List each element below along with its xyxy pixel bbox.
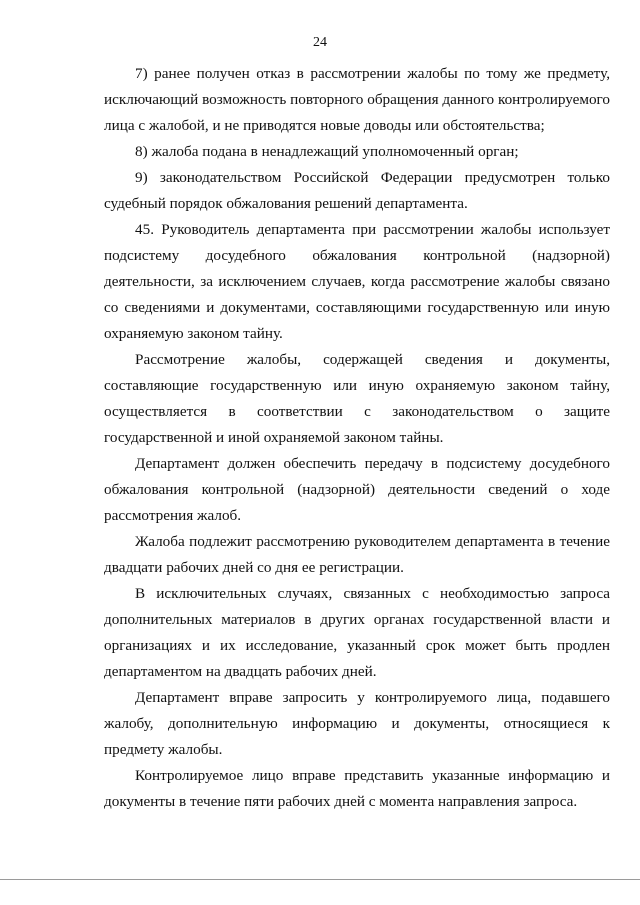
paragraph-subsystem-transfer: Департамент должен обеспечить передачу в подсистему досудебного обжалования контрольной (надзорной) деятельности сведений о ходе рассмотрения жалоб. <box>104 455 610 524</box>
paragraph-secret-review: Рассмотрение жалобы, содержащей сведения и документы, составляющие государственную или иную охраняемую законом тайну, осуществляется в соответствии с законодательством о защите государственной и иной охраняемой законом тайны. <box>104 351 610 446</box>
paragraph-provide-info: Контролируемое лицо вправе представить указанные информацию и документы в течение пяти рабочих дней с момента направления запроса. <box>104 767 610 810</box>
paragraph-request-info: Департамент вправе запросить у контролируемого лица, подавшего жалобу, дополнительную информацию и документы, относящиеся к предмету жалобы. <box>104 689 610 758</box>
paragraph-item-9: 9) законодательством Российской Федерации предусмотрен только судебный порядок обжалования решений департамента. <box>104 169 610 212</box>
paragraph-item-8: 8) жалоба подана в ненадлежащий уполномоченный орган; <box>135 143 519 160</box>
paragraph-section-45: 45. Руководитель департамента при рассмотрении жалобы использует подсистему досудебного обжалования контрольной (надзорной) деятельности, за исключением случаев, когда рассмотрение жалобы связано со сведениями и документами, составляющими государственную или иную охраняемую законом тайну. <box>104 221 610 342</box>
document-body <box>104 61 610 815</box>
page-bottom-rule <box>0 879 640 880</box>
paragraph-item-7: 7) ранее получен отказ в рассмотрении жалобы по тому же предмету, исключающий возможность повторного обращения данного контролируемого лица с жалобой, и не приводятся новые доводы или обстоятельства; <box>104 65 610 134</box>
paragraph-review-period: Жалоба подлежит рассмотрению руководителем департамента в течение двадцати рабочих дней со дня ее регистрации. <box>104 533 610 576</box>
page-number: 24 <box>313 35 327 50</box>
paragraph-extension: В исключительных случаях, связанных с необходимостью запроса дополнительных материалов в других органах государственной власти и организациях и их исследование, указанный срок может быть продлен департаментом на двадцать рабочих дней. <box>104 585 610 680</box>
